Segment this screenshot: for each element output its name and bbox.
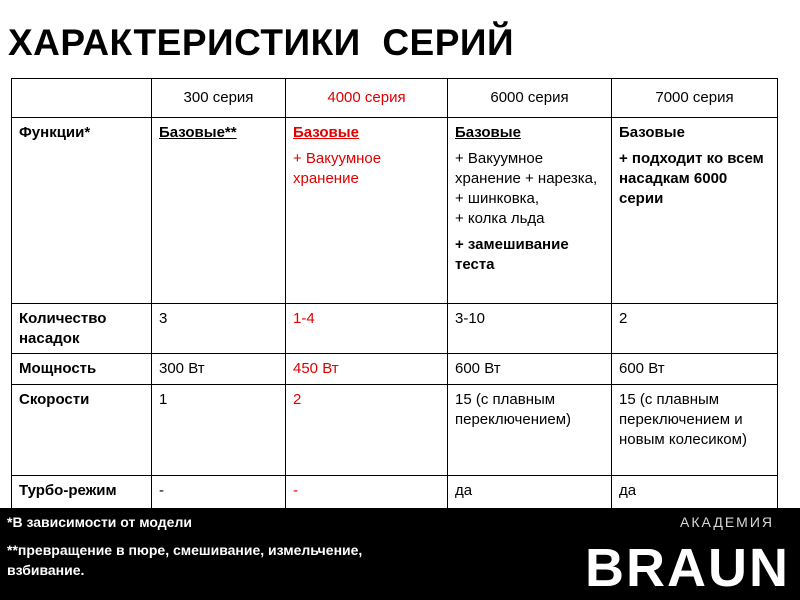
cell-functions-6000: Базовые + Вакуумное хранение + нарезка, + шинковка, + колка льда + замешивание теста	[448, 118, 612, 304]
table-cell: 1	[152, 385, 286, 476]
table-cell: 2	[286, 385, 448, 476]
table-cell: да	[448, 476, 612, 512]
table-row	[12, 354, 778, 385]
table-cell: 450 Вт	[286, 354, 448, 385]
table-row	[12, 385, 778, 476]
row-label: Мощность	[12, 354, 152, 385]
row-label: Скорости	[12, 385, 152, 476]
table-row-functions	[12, 118, 778, 304]
braun-logo: BRAUN	[585, 538, 790, 598]
series-comparison-table	[11, 78, 778, 512]
table-cell: 600 Вт	[448, 354, 612, 385]
table-row	[12, 476, 778, 512]
footnote-model: *В зависимости от модели	[7, 514, 192, 530]
table-cell: 3-10	[448, 304, 612, 354]
table-cell: -	[152, 476, 286, 512]
table-cell: -	[286, 476, 448, 512]
row-label-functions: Функции*	[12, 118, 152, 304]
table-cell: 300 Вт	[152, 354, 286, 385]
table-header-6000: 6000 серия	[448, 79, 612, 118]
table-cell: 2	[612, 304, 778, 354]
table-cell: 600 Вт	[612, 354, 778, 385]
row-label: Турбо-режим	[12, 476, 152, 512]
academy-label: АКАДЕМИЯ	[680, 514, 774, 530]
table-cell: 3	[152, 304, 286, 354]
table-row	[12, 304, 778, 354]
page-title: ХАРАКТЕРИСТИКИ СЕРИЙ	[8, 22, 515, 63]
table-header-row	[12, 79, 778, 118]
table-cell: да	[612, 476, 778, 512]
table-header-7000: 7000 серия	[612, 79, 778, 118]
table-header-300: 300 серия	[152, 79, 286, 118]
cell-functions-300: Базовые**	[152, 118, 286, 304]
table-header-4000: 4000 серия	[286, 79, 448, 118]
footnote-basic-functions: **превращение в пюре, смешивание, измельчение, взбивание.	[7, 542, 363, 578]
cell-functions-4000: Базовые + Вакуумное хранение	[286, 118, 448, 304]
table-cell: 15 (с плавным переключением и новым колесиком)	[612, 385, 778, 476]
footer-bar	[0, 508, 800, 600]
cell-functions-7000: Базовые + подходит ко всем насадкам 6000 серии	[612, 118, 778, 304]
row-label: Количество насадок	[12, 304, 152, 354]
table-header-empty	[12, 79, 152, 118]
table-cell: 15 (с плавным переключением)	[448, 385, 612, 476]
table-cell: 1-4	[286, 304, 448, 354]
